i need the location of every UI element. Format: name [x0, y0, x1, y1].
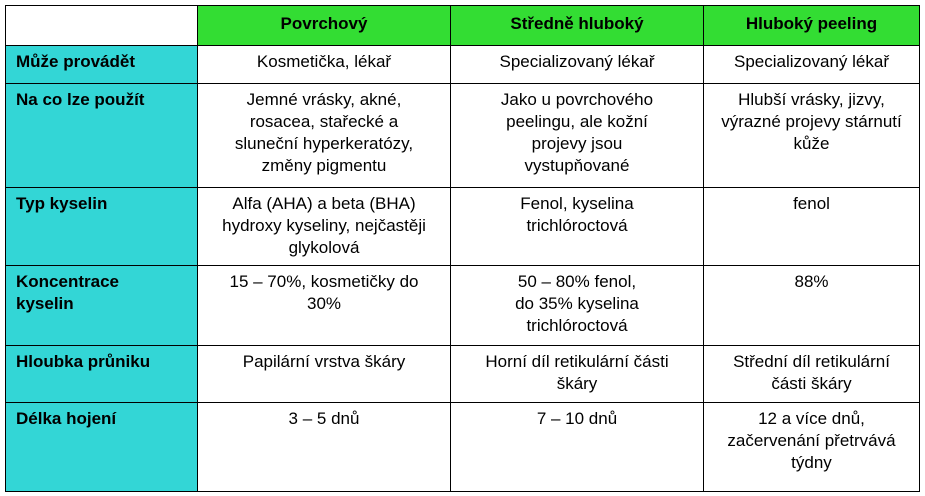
table-cell: Jemné vrásky, akné, rosacea, stařecké a sluneční hyperkeratózy, změny pigmentu — [198, 84, 451, 188]
table-row — [6, 46, 920, 84]
column-header-stredne-hluboky: Středně hluboký — [451, 6, 704, 46]
table-row — [6, 188, 920, 266]
row-header: Délka hojení — [6, 403, 198, 492]
row-header: Může provádět — [6, 46, 198, 84]
row-header: Typ kyselin — [6, 188, 198, 266]
table-cell: 7 – 10 dnů — [451, 403, 704, 492]
table-cell: Specializovaný lékař — [704, 46, 920, 84]
table-row — [6, 346, 920, 403]
table-cell: Fenol, kyselina trichlóroctová — [451, 188, 704, 266]
table-cell: Střední díl retikulární části škáry — [704, 346, 920, 403]
table-row — [6, 84, 920, 188]
table-cell: Specializovaný lékař — [451, 46, 704, 84]
table-cell: 15 – 70%, kosmetičky do 30% — [198, 266, 451, 346]
header-row — [6, 6, 920, 46]
table-cell: Kosmetička, lékař — [198, 46, 451, 84]
table-cell: Jako u povrchového peelingu, ale kožní projevy jsou vystupňované — [451, 84, 704, 188]
table-cell: fenol — [704, 188, 920, 266]
table-cell: Horní díl retikulární části škáry — [451, 346, 704, 403]
row-header: Na co lze použít — [6, 84, 198, 188]
table-cell: Papilární vrstva škáry — [198, 346, 451, 403]
row-header: Koncentrace kyselin — [6, 266, 198, 346]
table-cell: 88% — [704, 266, 920, 346]
table-row — [6, 403, 920, 492]
column-header-hluboky-peeling: Hluboký peeling — [704, 6, 920, 46]
corner-cell — [6, 6, 198, 46]
table-cell: Alfa (AHA) a beta (BHA) hydroxy kyseliny, nejčastěji glykolová — [198, 188, 451, 266]
table-cell: 12 a více dnů, začervenání přetrvává týdny — [704, 403, 920, 492]
table-cell: Hlubší vrásky, jizvy, výrazné projevy stárnutí kůže — [704, 84, 920, 188]
column-header-povrchovy: Povrchový — [198, 6, 451, 46]
table-cell: 3 – 5 dnů — [198, 403, 451, 492]
peeling-comparison-table — [5, 5, 920, 492]
table-cell: 50 – 80% fenol, do 35% kyselina trichlóroctová — [451, 266, 704, 346]
table-row — [6, 266, 920, 346]
row-header: Hloubka průniku — [6, 346, 198, 403]
